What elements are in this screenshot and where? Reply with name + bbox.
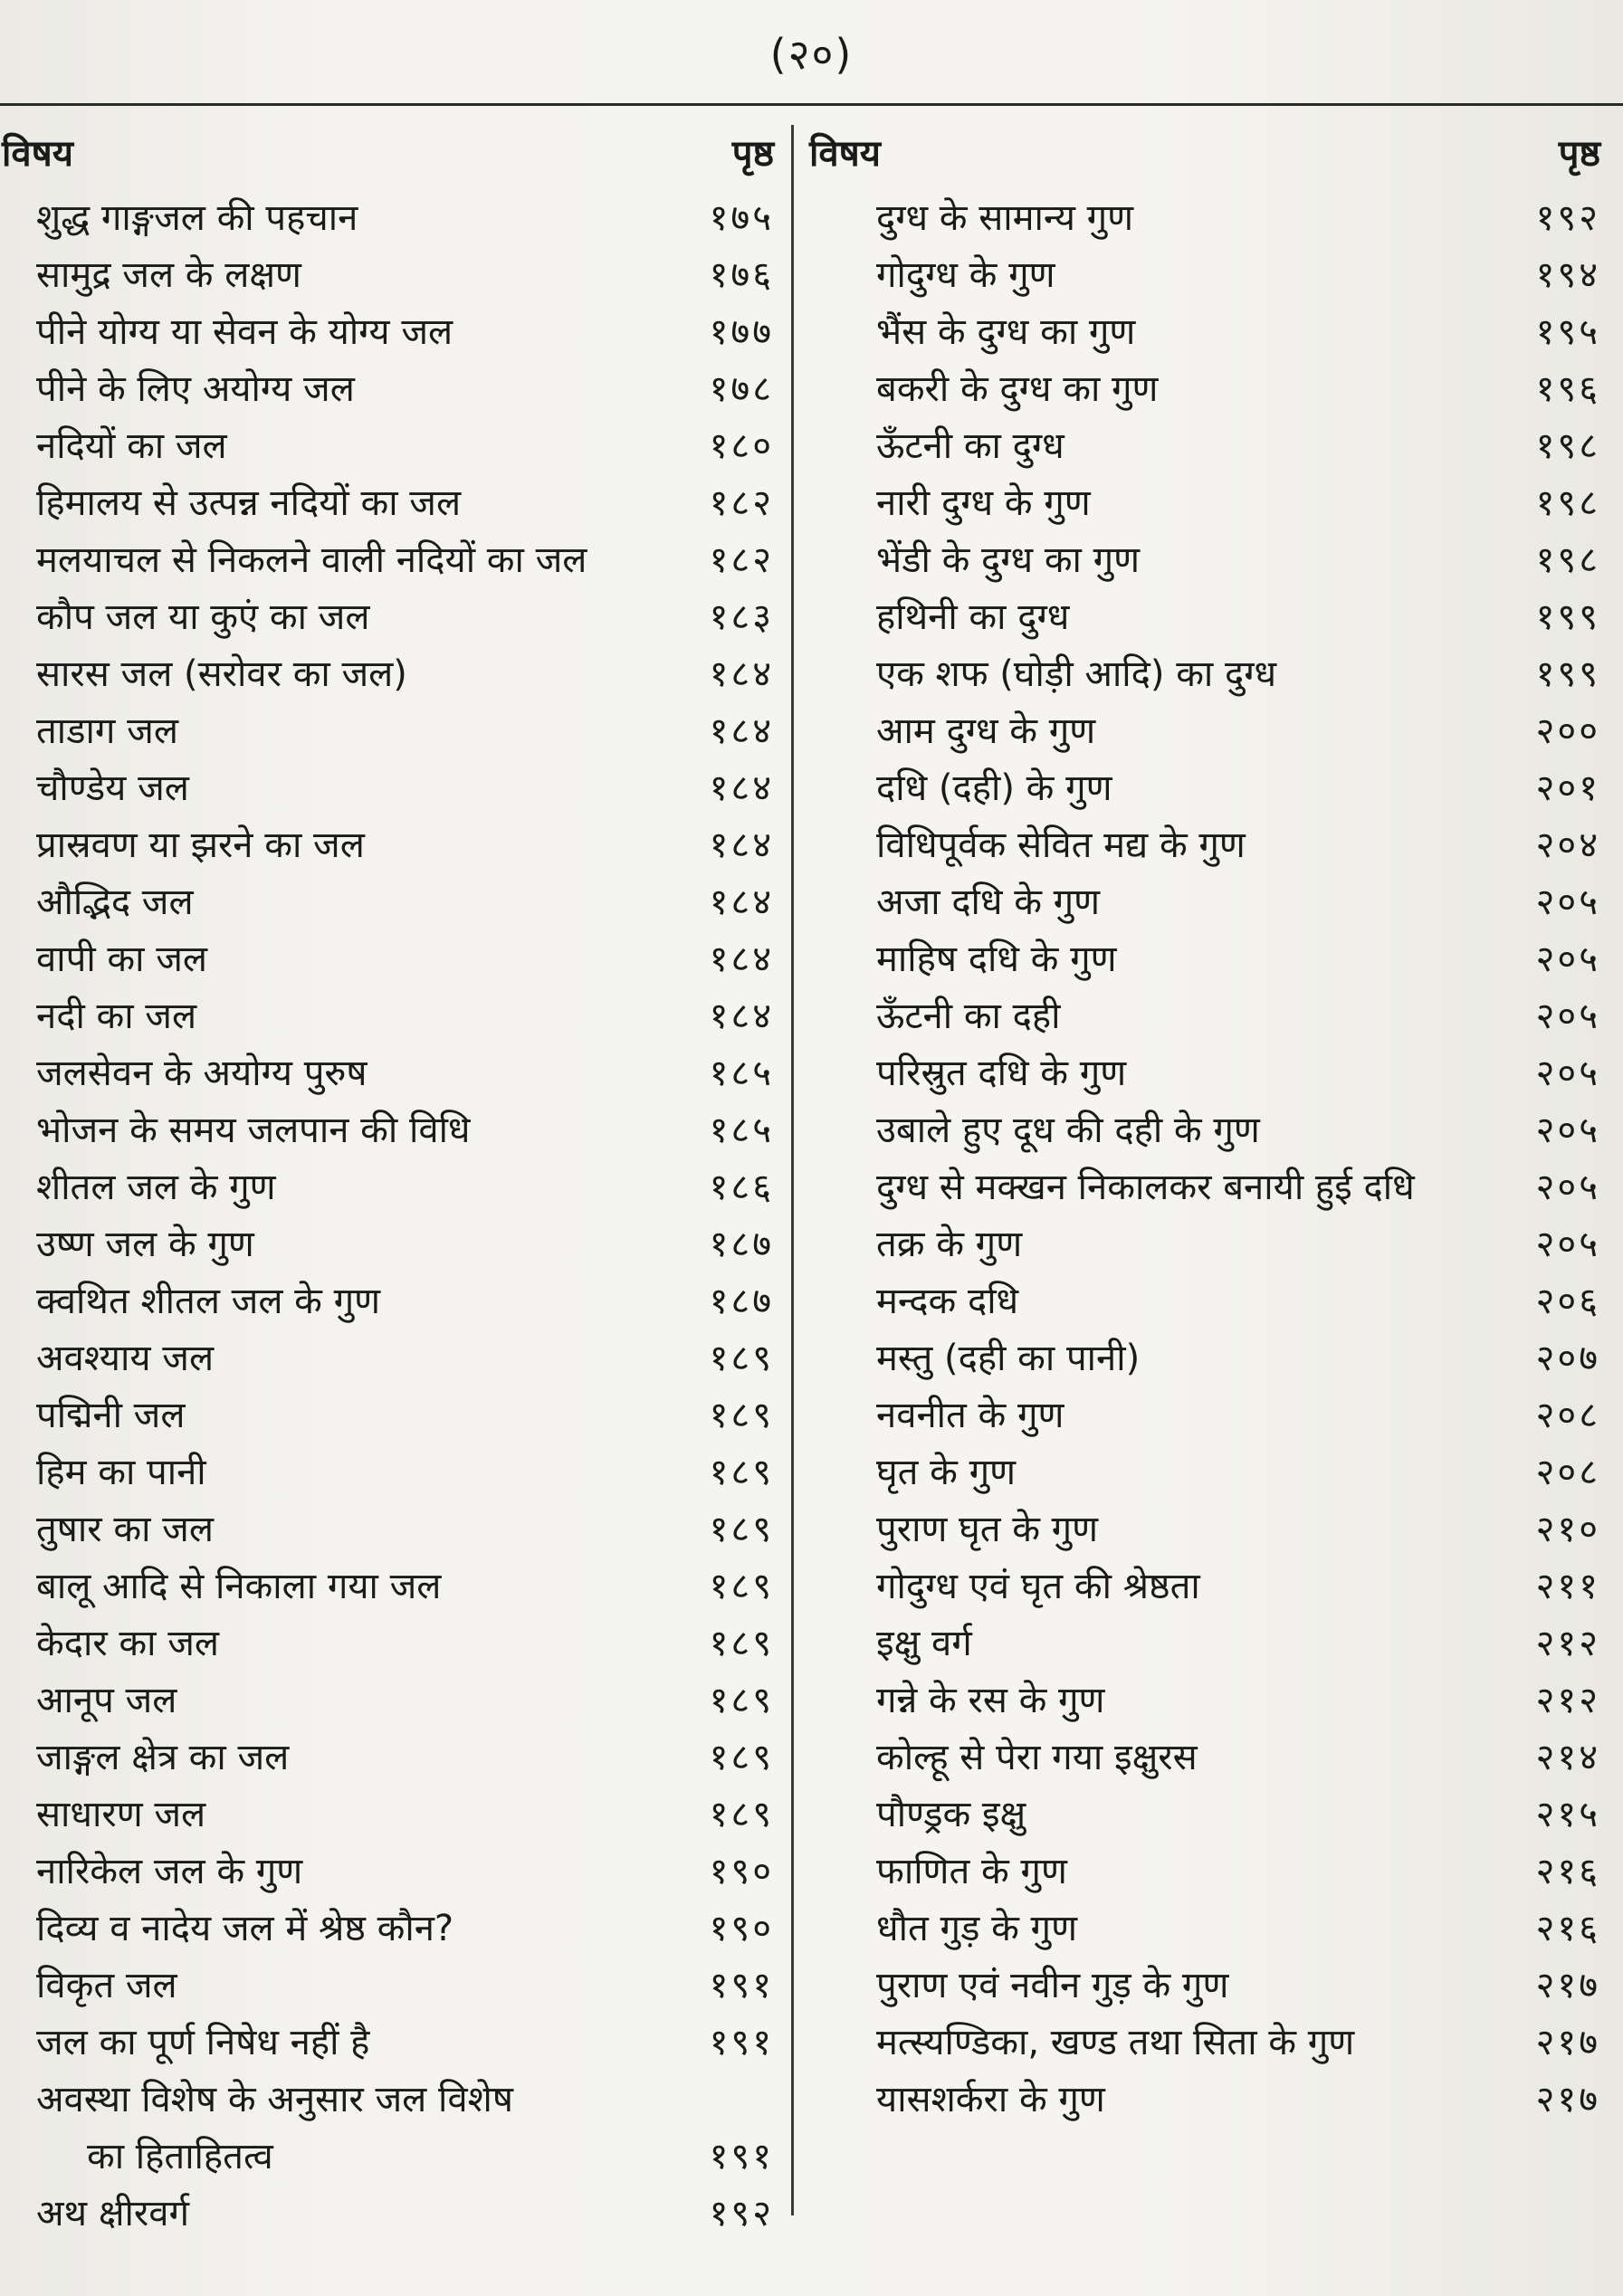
- entry-page-number: १८४: [709, 996, 774, 1037]
- toc-entry: [804, 418, 1600, 475]
- entry-page-number: १८९: [709, 1623, 774, 1664]
- entry-page-number: २११: [1535, 1566, 1600, 1607]
- entry-page-number: २००: [1535, 710, 1600, 752]
- entry-page-number: २०८: [1535, 1395, 1600, 1436]
- toc-entry: [804, 1216, 1600, 1273]
- entry-title: जल का पूर्ण निषेध नहीं है: [36, 2022, 370, 2063]
- toc-entry: [804, 1901, 1600, 1958]
- toc-entry: [804, 1102, 1600, 1159]
- entry-page-number: १९९: [1535, 596, 1600, 638]
- entry-page-number: १८५: [709, 1110, 774, 1151]
- entry-page-number: १७७: [709, 311, 774, 353]
- entry-page-number: १८९: [709, 1338, 774, 1379]
- entry-title: भोजन के समय जलपान की विधि: [36, 1110, 471, 1151]
- toc-entry: [0, 931, 783, 988]
- entry-title: औद्भिद जल: [36, 881, 194, 923]
- entry-page-number: २१२: [1535, 1623, 1600, 1664]
- entry-page-number: १८९: [709, 1509, 774, 1550]
- toc-entry: [0, 1901, 783, 1958]
- entry-page-number: १८४: [709, 881, 774, 923]
- entry-page-number: १८७: [709, 1224, 774, 1265]
- entry-page-number: १९१: [709, 2022, 774, 2063]
- entry-title: माहिष दधि के गुण: [876, 938, 1117, 980]
- entry-title: चौण्डेय जल: [36, 767, 189, 809]
- entry-title: नदी का जल: [36, 996, 197, 1037]
- toc-entry: [804, 1615, 1600, 1672]
- toc-entry: [0, 1102, 783, 1159]
- toc-entry: [0, 1444, 783, 1501]
- entry-page-number: २१०: [1535, 1509, 1600, 1550]
- entry-title: सारस जल (सरोवर का जल): [36, 653, 407, 695]
- entry-page-number: १९५: [1535, 311, 1600, 353]
- toc-entry: [0, 1387, 783, 1444]
- toc-entry: [804, 760, 1600, 817]
- entry-title: बालू आदि से निकाला गया जल: [36, 1566, 442, 1607]
- entry-page-number: २०५: [1535, 996, 1600, 1037]
- toc-entry: [0, 817, 783, 874]
- right-entry-list: [804, 190, 1600, 2129]
- toc-entry: [804, 247, 1600, 304]
- entry-page-number: २०५: [1535, 1053, 1600, 1094]
- toc-entry: [0, 1786, 783, 1843]
- entry-title: केदार का जल: [36, 1623, 219, 1664]
- entry-page-number: १९८: [1535, 425, 1600, 467]
- entry-title: पीने योग्य या सेवन के योग्य जल: [36, 311, 453, 353]
- toc-entry: [804, 532, 1600, 589]
- toc-entry: [0, 418, 783, 475]
- entry-title: ऊँटनी का दही: [876, 996, 1061, 1037]
- entry-title: उष्ण जल के गुण: [36, 1224, 254, 1265]
- entry-title: जलसेवन के अयोग्य पुरुष: [36, 1053, 368, 1094]
- page-heading: पृष्ठ: [1558, 133, 1600, 175]
- toc-entry: [804, 589, 1600, 646]
- entry-page-number: १८४: [709, 824, 774, 866]
- entry-title: मलयाचल से निकलने वाली नदियों का जल: [36, 539, 587, 581]
- entry-title: कौप जल या कुएं का जल: [36, 596, 370, 638]
- toc-entry: [804, 1444, 1600, 1501]
- entry-page-number: २१२: [1535, 1680, 1600, 1721]
- entry-page-number: २०६: [1535, 1281, 1600, 1322]
- header-rule: [0, 103, 1623, 106]
- entry-page-number: २१७: [1535, 1965, 1600, 2006]
- entry-title: पीने के लिए अयोग्य जल: [36, 368, 355, 410]
- entry-title: क्वथित शीतल जल के गुण: [36, 1281, 381, 1322]
- entry-page-number: २०५: [1535, 938, 1600, 980]
- toc-entry: [804, 703, 1600, 760]
- entry-title: नवनीत के गुण: [876, 1395, 1064, 1436]
- entry-page-number: १७५: [709, 197, 774, 239]
- entry-page-number: १८९: [709, 1452, 774, 1493]
- entry-title: अजा दधि के गुण: [876, 881, 1101, 923]
- entry-title-line: अवस्था विशेष के अनुसार जल विशेष: [36, 2079, 513, 2120]
- toc-entry: [804, 1558, 1600, 1615]
- entry-title: विधिपूर्वक सेवित मद्य के गुण: [876, 824, 1246, 866]
- entry-title: पौण्ड्रक इक्षु: [876, 1794, 1026, 1835]
- entry-title: ताडाग जल: [36, 710, 178, 752]
- entry-page-number: २१६: [1535, 1851, 1600, 1892]
- toc-entry: [804, 1330, 1600, 1387]
- entry-title: विकृत जल: [36, 1965, 177, 2006]
- toc-entry: [0, 1958, 783, 2015]
- entry-page-number: १९०: [709, 1851, 774, 1892]
- right-column-header: [804, 127, 1600, 190]
- toc-entry: [0, 589, 783, 646]
- entry-page-number: १८७: [709, 1281, 774, 1322]
- entry-page-number: २१५: [1535, 1794, 1600, 1835]
- toc-entry: [0, 703, 783, 760]
- entry-title: एक शफ (घोड़ी आदि) का दुग्ध: [876, 653, 1277, 695]
- entry-page-number: १८४: [709, 938, 774, 980]
- toc-entry: [0, 1159, 783, 1216]
- entry-page-number: १८९: [709, 1566, 774, 1607]
- entry-title: गोदुग्ध एवं घृत की श्रेष्ठता: [876, 1566, 1200, 1607]
- toc-entry: [804, 304, 1600, 361]
- entry-title: घृत के गुण: [876, 1452, 1017, 1493]
- toc-entry: [0, 2072, 783, 2186]
- toc-entry: [0, 1501, 783, 1558]
- entry-page-number: २१४: [1535, 1737, 1600, 1778]
- entry-title: हिम का पानी: [36, 1452, 206, 1493]
- toc-entry: [804, 1501, 1600, 1558]
- entry-title: दुग्ध से मक्खन निकालकर बनायी हुई दधि: [876, 1167, 1415, 1208]
- entry-title: भैंस के दुग्ध का गुण: [876, 311, 1136, 353]
- toc-entry: [0, 1273, 783, 1330]
- entry-page-number: १९९: [1535, 653, 1600, 695]
- entry-page-number: १८४: [709, 653, 774, 695]
- entry-title: अवश्याय जल: [36, 1338, 215, 1379]
- entry-title-line: का हिताहितत्व: [87, 2136, 273, 2177]
- entry-page-number: १८४: [709, 767, 774, 809]
- toc-entry: [0, 646, 783, 703]
- entry-page-number: १९८: [1535, 482, 1600, 524]
- entry-title: परिस्रुत दधि के गुण: [876, 1053, 1127, 1094]
- left-column-header: [0, 127, 783, 190]
- column-divider: [791, 125, 794, 2215]
- entry-title: इक्षु वर्ग: [876, 1623, 972, 1664]
- entry-title: आम दुग्ध के गुण: [876, 710, 1096, 752]
- entry-page-number: २१७: [1535, 2079, 1600, 2120]
- entry-title: नदियों का जल: [36, 425, 227, 467]
- subject-heading: विषय: [809, 133, 881, 175]
- entry-title: प्रास्रवण या झरने का जल: [36, 824, 365, 866]
- entry-title: मस्तु (दही का पानी): [876, 1338, 1141, 1379]
- entry-page-number: १९४: [1535, 254, 1600, 296]
- toc-entry: [0, 475, 783, 532]
- toc-entry: [0, 2186, 783, 2243]
- toc-entry: [804, 874, 1600, 931]
- entry-title: शुद्ध गाङ्गजल की पहचान: [36, 197, 358, 239]
- entry-page-number: १९२: [709, 2193, 774, 2234]
- entry-title: हिमालय से उत्पन्न नदियों का जल: [36, 482, 462, 524]
- entry-page-number: २०७: [1535, 1338, 1600, 1379]
- toc-entry: [804, 475, 1600, 532]
- entry-title: हथिनी का दुग्ध: [876, 596, 1070, 638]
- entry-page-number: १८९: [709, 1680, 774, 1721]
- toc-entry: [0, 1672, 783, 1729]
- toc-entry: [0, 1045, 783, 1102]
- entry-title: नारिकेल जल के गुण: [36, 1851, 303, 1892]
- toc-entry: [804, 1159, 1600, 1216]
- entry-page-number: २०५: [1535, 881, 1600, 923]
- left-entry-list: [0, 190, 783, 2243]
- entry-title: कोल्हू से पेरा गया इक्षुरस: [876, 1737, 1198, 1778]
- toc-entry: [804, 646, 1600, 703]
- toc-entry: [0, 304, 783, 361]
- entry-title: दुग्ध के सामान्य गुण: [876, 197, 1134, 239]
- toc-entry: [804, 2015, 1600, 2072]
- entry-page-number: १९६: [1535, 368, 1600, 410]
- entry-page-number: १९१: [709, 2136, 774, 2177]
- entry-page-number: १७६: [709, 254, 774, 296]
- entry-title: आनूप जल: [36, 1680, 177, 1721]
- toc-entry: [804, 1672, 1600, 1729]
- page-heading: पृष्ठ: [731, 133, 774, 175]
- toc-entry: [0, 1558, 783, 1615]
- entry-page-number: १८४: [709, 710, 774, 752]
- entry-title: नारी दुग्ध के गुण: [876, 482, 1091, 524]
- entry-title: बकरी के दुग्ध का गुण: [876, 368, 1159, 410]
- toc-entry: [804, 1387, 1600, 1444]
- entry-page-number: २०४: [1535, 824, 1600, 866]
- entry-page-number: २०५: [1535, 1110, 1600, 1151]
- entry-page-number: १८९: [709, 1737, 774, 1778]
- toc-entry: [0, 1615, 783, 1672]
- toc-entry: [804, 1843, 1600, 1901]
- toc-entry: [0, 988, 783, 1045]
- entry-title: साधारण जल: [36, 1794, 206, 1835]
- toc-entry: [804, 1729, 1600, 1786]
- entry-title: सामुद्र जल के लक्षण: [36, 254, 301, 296]
- toc-entry: [0, 1330, 783, 1387]
- entry-page-number: १९१: [709, 1965, 774, 2006]
- toc-entry: [804, 2072, 1600, 2129]
- toc-entry: [0, 874, 783, 931]
- entry-page-number: १८९: [709, 1395, 774, 1436]
- entry-title: दिव्य व नादेय जल में श्रेष्ठ कौन?: [36, 1908, 454, 1949]
- entry-page-number: २१६: [1535, 1908, 1600, 1949]
- toc-entry: [804, 817, 1600, 874]
- toc-entry: [0, 760, 783, 817]
- left-column: [0, 127, 783, 2243]
- entry-page-number: १८५: [709, 1053, 774, 1094]
- entry-page-number: १९८: [1535, 539, 1600, 581]
- entry-title: जाङ्गल क्षेत्र का जल: [36, 1737, 290, 1778]
- entry-title: गोदुग्ध के गुण: [876, 254, 1055, 296]
- entry-page-number: १९२: [1535, 197, 1600, 239]
- entry-page-number: १८३: [709, 596, 774, 638]
- entry-page-number: १८२: [709, 539, 774, 581]
- toc-entry: [804, 361, 1600, 418]
- entry-title: ऊँटनी का दुग्ध: [876, 425, 1064, 467]
- entry-page-number: २०८: [1535, 1452, 1600, 1493]
- toc-entry: [804, 1786, 1600, 1843]
- entry-page-number: १७८: [709, 368, 774, 410]
- entry-page-number: १८६: [709, 1167, 774, 1208]
- toc-entry: [0, 1729, 783, 1786]
- toc-entry: [0, 190, 783, 247]
- entry-title: अथ क्षीरवर्ग: [36, 2193, 189, 2234]
- entry-title: यासशर्करा के गुण: [876, 2079, 1105, 2120]
- toc-entry: [0, 247, 783, 304]
- entry-title: तुषार का जल: [36, 1509, 214, 1550]
- entry-page-number: १८९: [709, 1794, 774, 1835]
- toc-entry: [0, 1843, 783, 1901]
- entry-title: [36, 2072, 513, 2186]
- right-column: [804, 127, 1600, 2129]
- entry-page-number: १९०: [709, 1908, 774, 1949]
- entry-title: तक्र के गुण: [876, 1224, 1023, 1265]
- entry-title: मत्स्यण्डिका, खण्ड तथा सिता के गुण: [876, 2022, 1355, 2063]
- entry-title: पद्मिनी जल: [36, 1395, 186, 1436]
- subject-heading: विषय: [2, 133, 73, 175]
- entry-page-number: २१७: [1535, 2022, 1600, 2063]
- entry-title: वापी का जल: [36, 938, 207, 980]
- entry-title: उबाले हुए दूध की दही के गुण: [876, 1110, 1260, 1151]
- toc-entry: [0, 361, 783, 418]
- entry-title: दधि (दही) के गुण: [876, 767, 1112, 809]
- toc-entry: [804, 1273, 1600, 1330]
- toc-entry: [804, 1958, 1600, 2015]
- toc-entry: [804, 988, 1600, 1045]
- toc-entry: [804, 1045, 1600, 1102]
- entry-page-number: १८२: [709, 482, 774, 524]
- entry-page-number: २०१: [1535, 767, 1600, 809]
- entry-title: धौत गुड़ के गुण: [876, 1908, 1077, 1949]
- entry-title: मन्दक दधि: [876, 1281, 1019, 1322]
- toc-entry: [0, 1216, 783, 1273]
- entry-title: शीतल जल के गुण: [36, 1167, 276, 1208]
- toc-entry: [0, 532, 783, 589]
- entry-title: फाणित के गुण: [876, 1851, 1067, 1892]
- entry-title: पुराण एवं नवीन गुड़ के गुण: [876, 1965, 1229, 2006]
- toc-entry: [804, 190, 1600, 247]
- toc-entry: [0, 2015, 783, 2072]
- toc-entry: [804, 931, 1600, 988]
- entry-page-number: १८०: [709, 425, 774, 467]
- entry-title: गन्ने के रस के गुण: [876, 1680, 1105, 1721]
- entry-page-number: २०५: [1535, 1167, 1600, 1208]
- page-number: (२०): [769, 30, 854, 79]
- entry-page-number: २०५: [1535, 1224, 1600, 1265]
- entry-title: पुराण घृत के गुण: [876, 1509, 1099, 1550]
- entry-title: भेंडी के दुग्ध का गुण: [876, 539, 1141, 581]
